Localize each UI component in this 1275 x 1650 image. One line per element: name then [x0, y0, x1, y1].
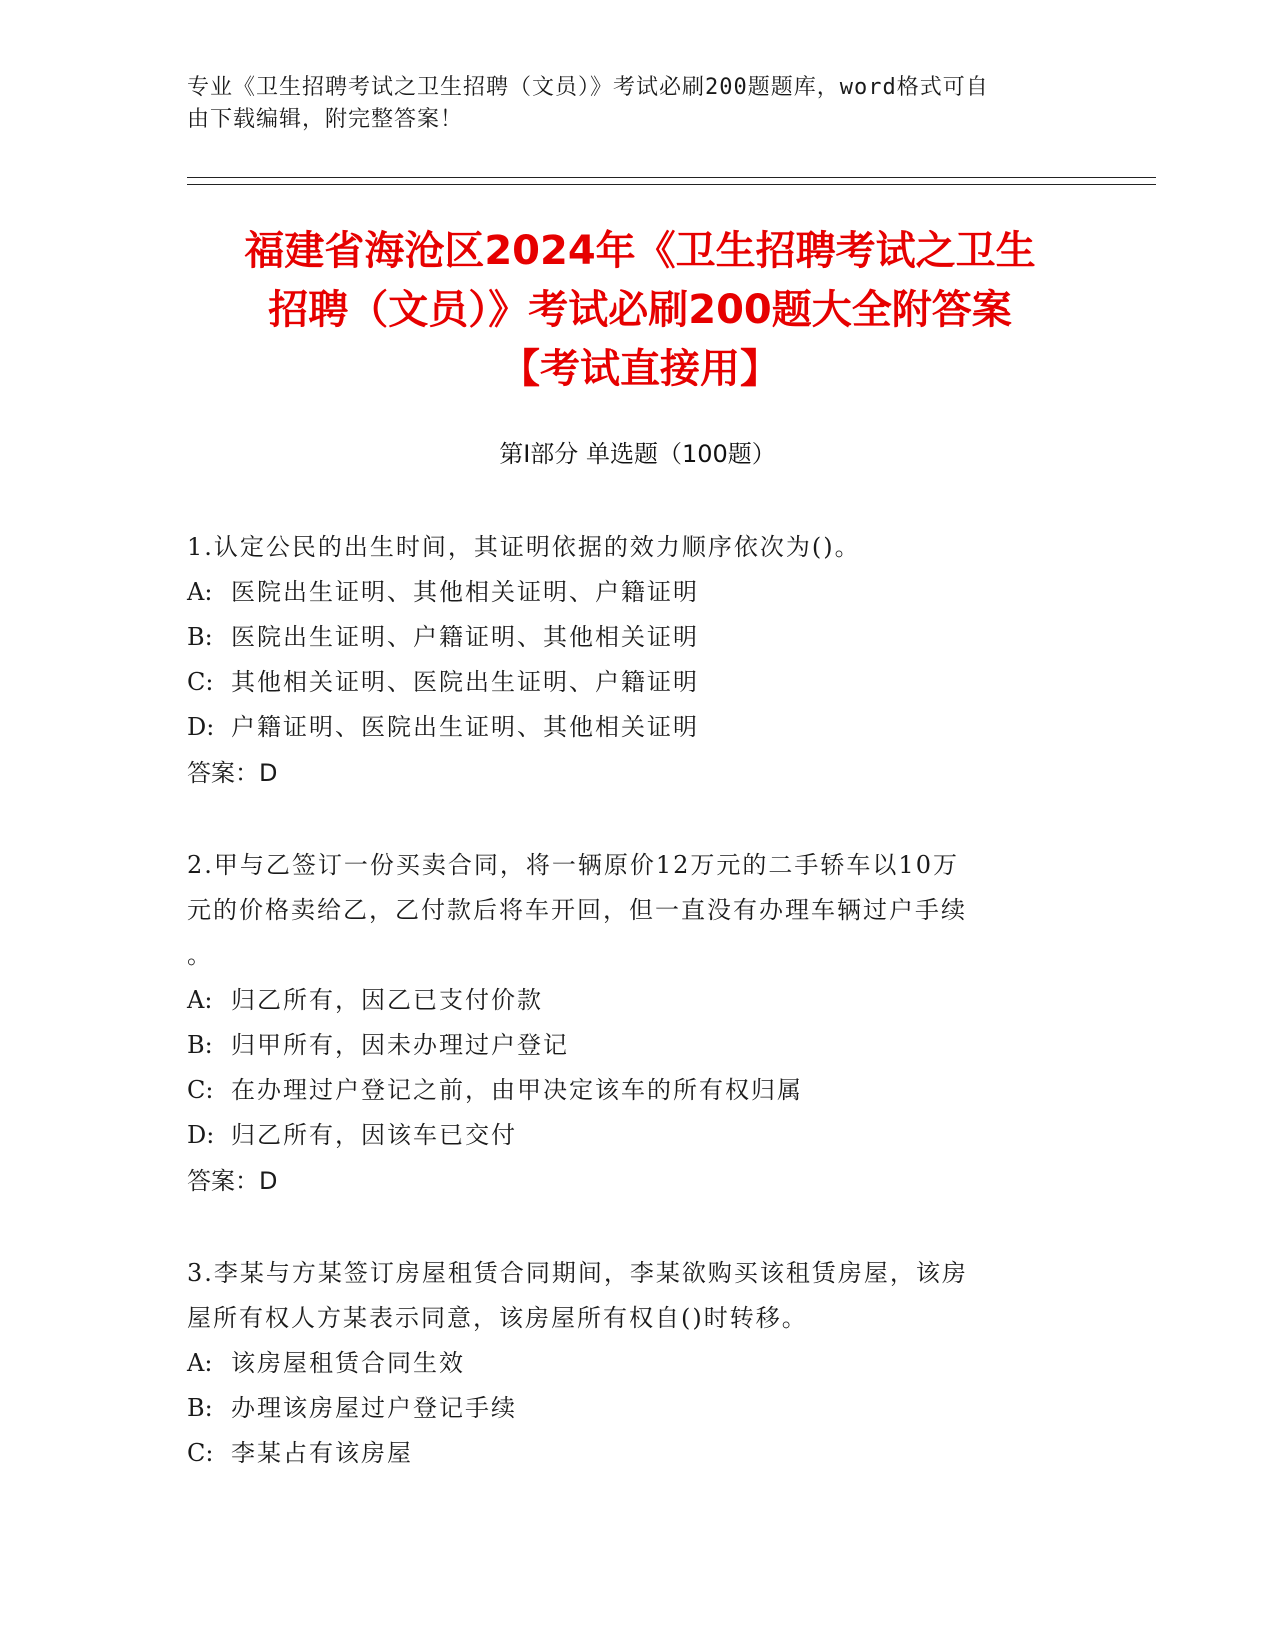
option-key: B: [187, 623, 213, 651]
option-key: C: [187, 1439, 214, 1467]
answer-line: 答案：D [187, 759, 278, 787]
option-text: 该房屋租赁合同生效 [231, 1349, 465, 1377]
option-key: B: [187, 1394, 213, 1422]
question-stem-line: 屋所有权人方某表示同意，该房屋所有权自()时转移。 [187, 1304, 808, 1332]
question-item [187, 843, 1067, 1204]
option-key: D: [187, 713, 215, 741]
option-b [187, 615, 1067, 660]
answer-line: 答案：D [187, 1167, 278, 1195]
option-key: C: [187, 1076, 214, 1104]
question-item [187, 1251, 1067, 1476]
option-b [187, 1386, 1067, 1431]
option-key: B: [187, 1031, 213, 1059]
question-stem-line: 元的价格卖给乙，乙付款后将车开回，但一直没有办理车辆过户手续 [187, 896, 967, 924]
option-b [187, 1023, 1067, 1068]
option-text: 办理该房屋过户登记手续 [231, 1394, 517, 1422]
option-d [187, 1113, 1067, 1158]
option-c [187, 1068, 1067, 1113]
question-stem: 1.认定公民的出生时间，其证明依据的效力顺序依次为()。 [187, 533, 861, 561]
document-title [140, 222, 1140, 399]
option-text: 医院出生证明、户籍证明、其他相关证明 [231, 623, 699, 651]
question-item [187, 525, 1067, 796]
option-c [187, 1431, 1067, 1476]
divider-line [187, 177, 1156, 178]
divider-line [187, 184, 1156, 185]
option-c [187, 660, 1067, 705]
title-line: 招聘（文员）》考试必刷200题大全附答案 [268, 287, 1012, 333]
option-a [187, 570, 1067, 615]
option-text: 归甲所有，因未办理过户登记 [231, 1031, 569, 1059]
option-text: 归乙所有，因乙已支付价款 [231, 986, 543, 1014]
header-note-line: 由下载编辑，附完整答案！ [187, 107, 464, 132]
section-heading: 第I部分 单选题（100题） [499, 440, 776, 468]
option-a [187, 978, 1067, 1023]
option-key: A: [187, 986, 213, 1014]
option-text: 户籍证明、医院出生证明、其他相关证明 [231, 713, 699, 741]
question-stem-line: 3.李某与方某签订房屋租赁合同期间，李某欲购买该租赁房屋，该房 [187, 1259, 968, 1287]
header-note-line: 专业《卫生招聘考试之卫生招聘（文员）》考试必刷200题题库，word格式可自 [187, 75, 989, 100]
option-text: 其他相关证明、医院出生证明、户籍证明 [231, 668, 699, 696]
title-line: 福建省海沧区2024年《卫生招聘考试之卫生 [244, 228, 1036, 274]
option-text: 医院出生证明、其他相关证明、户籍证明 [231, 578, 699, 606]
option-key: A: [187, 1349, 213, 1377]
option-key: C: [187, 668, 214, 696]
option-text: 归乙所有，因该车已交付 [231, 1121, 517, 1149]
question-list [187, 525, 1067, 1523]
question-stem-line: 。 [187, 941, 213, 969]
option-d [187, 705, 1067, 750]
header-note [187, 72, 1087, 136]
option-a [187, 1341, 1067, 1386]
option-text: 在办理过户登记之前，由甲决定该车的所有权归属 [231, 1076, 803, 1104]
option-key: A: [187, 578, 213, 606]
question-stem-line: 2.甲与乙签订一份买卖合同，将一辆原价12万元的二手轿车以10万 [187, 851, 959, 879]
title-line: 【考试直接用】 [500, 346, 780, 392]
option-key: D: [187, 1121, 215, 1149]
option-text: 李某占有该房屋 [231, 1439, 413, 1467]
